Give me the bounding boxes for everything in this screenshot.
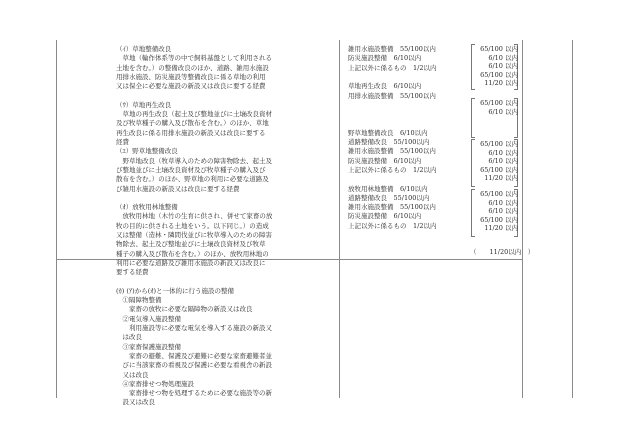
- col1-line: び整地並びに土壌改良資材及び牧草種子の購入及び: [116, 165, 266, 174]
- col1-line: (ｶ) (ｱ)から(ｵ)と一体的に行う施設の整備: [116, 286, 235, 295]
- g2-line: 6/10 以内: [488, 107, 518, 116]
- col1-line: 要する経費: [116, 268, 149, 277]
- col2-line: 防災施設整備 6/10以内: [348, 212, 422, 221]
- col1-line: （ｳ）草地再生改良: [116, 100, 172, 109]
- col1-line: 放牧用林地（木竹の生育に供され、併せて家畜の放: [116, 212, 273, 221]
- g1-line: 6/10 以内: [488, 53, 518, 62]
- col1-line: 散布を含む。）のほか、野草地の利用に必要な道路及: [116, 175, 269, 184]
- g1-line: 65/100 以内: [480, 45, 518, 53]
- col1-line: （ｵ）放牧用林地整備: [116, 203, 178, 212]
- g4-line: 6/10 以内: [488, 207, 518, 216]
- col1-line: 家畜排せつ物を処理するために必要な施設等の新: [116, 389, 272, 398]
- col1-line: 経費: [116, 138, 129, 146]
- g3-line: 65/100 以内: [480, 140, 518, 148]
- col1-line: 家畜の避難、保護及び避難に必要な家畜避難者並: [116, 351, 272, 360]
- col2-line: 雑用水施設整備 55/100以内: [348, 203, 436, 212]
- col1-line: 野草地改良（牧草導入のための障害物除去、起土及: [116, 156, 272, 165]
- col1-line: は改良: [116, 333, 142, 342]
- col2-line: 上記以外に係るもの 1/2以内: [348, 221, 437, 230]
- col1-line: 用排水施設、防災施設等整備改良に係る草地の利用: [116, 72, 266, 81]
- col1-line: び雑用水施設の新設又は改良に要する経費: [116, 184, 240, 193]
- col1-line: 牧の目的に供される土地をいう。以下同じ。）の造成: [116, 221, 269, 230]
- col1-line: ③家畜保護施設整備: [116, 342, 181, 351]
- col1-line: 利用施設等に必要な電気を導入する施設の新設又: [116, 324, 272, 332]
- col1-line: 又は改良: [116, 370, 149, 379]
- col1-line: 設又は改良: [116, 398, 155, 407]
- col1-line: 家畜の放牧に必要な隔障物の新設又は改良: [116, 305, 253, 314]
- g1-line: 11/20 以内: [484, 79, 518, 88]
- g4-line: 65/100 以内: [480, 190, 518, 198]
- right-border: [572, 40, 573, 398]
- column-divider-1: [339, 40, 340, 398]
- left-border: [56, 40, 57, 398]
- col2-line: 防災施設整備 6/10以内: [348, 54, 422, 63]
- col2-line: 道路整備改良 55/100以内: [348, 193, 430, 202]
- col1-line: 及び牧草種子の購入及び散布を含む。）のほか、草地: [116, 119, 269, 128]
- col1-line: びに当該家畜の看視及び保護に必要な看視舎の新設: [116, 361, 272, 370]
- g1-line: 6/10 以内: [488, 62, 518, 71]
- col2-line: 放牧用林地整備 6/10以内: [348, 184, 428, 193]
- g4-line: 65/100 以内: [480, 215, 518, 224]
- g1-line: 65/100 以内: [480, 70, 518, 79]
- col2-line: 防災施設整備 6/10以内: [348, 156, 422, 165]
- col2-line: 上記以外に係るもの 1/2以内: [348, 63, 437, 72]
- col1-line: （ｴ）野草地整備改良: [116, 147, 178, 156]
- col2-line: 草地再生改良 6/10以内: [348, 82, 422, 91]
- col1-line: 草地（輪作体系等の中で飼料基盤として利用される: [116, 54, 272, 63]
- col2-line: 雑用水施設整備 55/100以内: [348, 45, 436, 53]
- col2-line: 雑用水施設整備 55/100以内: [348, 147, 436, 156]
- g3-line: 6/10 以内: [488, 157, 518, 166]
- g3-line: 65/100 以内: [480, 165, 518, 174]
- g3-line: 6/10 以内: [488, 148, 518, 157]
- col2-line: 野草地整備改良 6/10以内: [348, 128, 428, 137]
- col1-line: ②電気導入施設整備: [116, 314, 181, 323]
- col1-line: ①隔障物整備: [116, 296, 162, 305]
- col1-line: 土地を含む。）の整備改良のほか、道路、雑用水施設: [116, 63, 269, 72]
- col1-line: 又は保全に必要な施設の新設又は改良に要する経費: [116, 82, 266, 91]
- col2-line: 道路整備改良 55/100以内: [348, 138, 430, 146]
- col2-line: 上記以外に係るもの 1/2以内: [348, 165, 437, 174]
- g4-line: 11/20 以内: [484, 224, 518, 233]
- parenthetical-rate: （ 11/20以内 ）: [470, 248, 535, 256]
- col1-line: 又は整備（造林・隣間伐並びに牧草導入のための障害: [116, 231, 272, 239]
- g3-line: 11/20 以内: [484, 174, 518, 183]
- col1-line: 草地の再生改良（起土及び整地並びに土壌改良資材: [116, 110, 272, 119]
- column-divider-2: [522, 40, 523, 398]
- col1-line: 再生改良に係る用排水施設の新設又は改良に要する: [116, 128, 266, 137]
- col1-line: 種子の購入及び散布を含む。）のほか、放牧用林地の: [116, 249, 269, 258]
- col1-line: 利用に必要な道路及び雑用水施設の新設又は改良に: [116, 258, 266, 267]
- col1-line: （ｲ）草地整備改良: [116, 45, 172, 53]
- col1-line: 物除去、起土及び整地並びに土壌改良資材及び牧草: [116, 240, 266, 249]
- col1-line: ④家畜排せつ物処理施設: [116, 379, 194, 388]
- g4-line: 6/10 以内: [488, 198, 518, 207]
- g2-line: 65/100 以内: [480, 99, 518, 107]
- col2-line: 用排水施設整備 55/100以内: [348, 91, 436, 100]
